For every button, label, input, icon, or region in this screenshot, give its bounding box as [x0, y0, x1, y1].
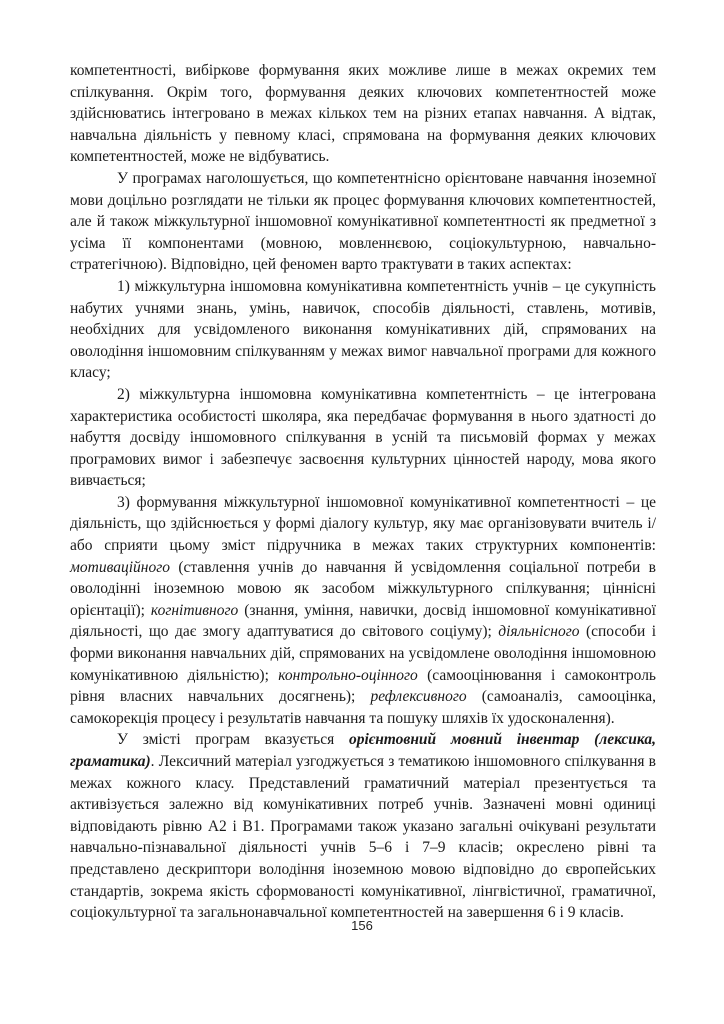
- text-run: (способи і форми виконання навчальних дій, спрямованих на усвідомлене оволодіння іншомовною комунікативною діяльністю);: [70, 623, 656, 684]
- text-run: 3) формування міжкультурної іншомовної комунікативної компетентності – це діяльність, що здійснюється у формі діалогу культур, яку має організовувати вчитель і/або сприяти цьому зміст підручника в межах таких структурних компонентів:: [70, 493, 656, 555]
- text-run: . Лексичний матеріал узгоджується з тематикою іншомовного спілкування в межах кожного класу. Представлений граматичний матеріал презентується та активізується залежно від комунікативних потреб учнів. Зазначені мовні одиниці відповідають рівню А2 і В1. Програмами також указано загальні очікувані результати навчально-пізнавальної діяльності учнів 5–6 і 7–9 класів; окреслено рівні та представлено дескриптори володіння іноземною мовою відповідно до європейських стандартів, зокрема якість сформованості комунікативної, лінгвістичної, граматичної, соціокультурної та загальнонавчальної компетентностей на завершення 6 і 9 класів.: [70, 753, 656, 922]
- term-motivational: мотиваційного: [70, 558, 171, 576]
- term-activity: діяльнісного: [498, 623, 580, 641]
- term-control-evaluative: контрольно-оцінного: [278, 666, 418, 684]
- text-run: (знання, уміння, навички, досвід іншомовної комунікативної діяльності, що дає змогу адаптуватися до світового соціуму);: [70, 601, 656, 641]
- paragraph-language-inventory: [70, 729, 656, 923]
- page-number: 156: [351, 918, 373, 933]
- term-cognitive: когнітивного: [150, 601, 239, 619]
- text-run: (самоаналіз, самооцінка, самокорекція процесу і результатів навчання та пошуку шляхів їх удосконалення).: [70, 688, 656, 727]
- term-language-inventory: орієнтовний мовний інвентар (лексика, граматика): [70, 731, 656, 770]
- paragraph-2: У програмах наголошується, що компетентнісно орієнтоване навчання іноземної мови доцільно розглядати не тільки як процес формування ключових компетентностей, але й також міжкультурної іншомовної комунікативної компетентності як предметної з усіма її компонентами (мовною, мовленнєвою, соціокультурною, навчально-стратегічною). Відповідно, цей феномен варто трактувати в таких аспектах:: [70, 169, 656, 274]
- text-run: У змісті програм вказується: [117, 731, 349, 749]
- term-reflexive: рефлексивного: [370, 688, 467, 706]
- paragraph-aspect-2: 2) міжкультурна іншомовна комунікативна компетентність – це інтегрована характеристика особистості школяра, яка передбачає формування в нього здатності до набуття досвіду іншомовного спілкування в усній та письмовій формах у межах програмових вимог і забезпечує засвоєння культурних цінностей народу, мова якого вивчається;: [70, 385, 656, 490]
- paragraph-aspect-1: 1) міжкультурна іншомовна комунікативна компетентність учнів – це сукупність набутих учнями знань, умінь, навичок, способів діяльності, ставлень, мотивів, необхідних для усвідомленого виконання комунікативних дій, спрямованих на оволодіння іншомовним спілкуванням у межах вимог навчальної програми для кожного класу;: [70, 277, 656, 382]
- paragraph-1: компетентності, вибіркове формування яких можливе лише в межах окремих тем спілкування. Окрім того, формування деяких ключових компетентностей може здійснюватись інтегровано в межах кількох тем на різних етапах навчання. А відтак, навчальна діяльність у певному класі, спрямована на формування деяких ключових компетентностей, може не відбуватись.: [70, 62, 656, 166]
- text-run: (ставлення учнів до навчання й усвідомлення соціальної потреби в оволодінні іноземною мовою як засобом міжкультурного спілкування; ціннісні орієнтації);: [70, 558, 656, 619]
- document-body: [70, 60, 656, 924]
- text-run: (самооцінювання і самоконтроль рівня власних навчальних досягнень);: [70, 666, 656, 706]
- paragraph-aspect-3: [70, 492, 656, 730]
